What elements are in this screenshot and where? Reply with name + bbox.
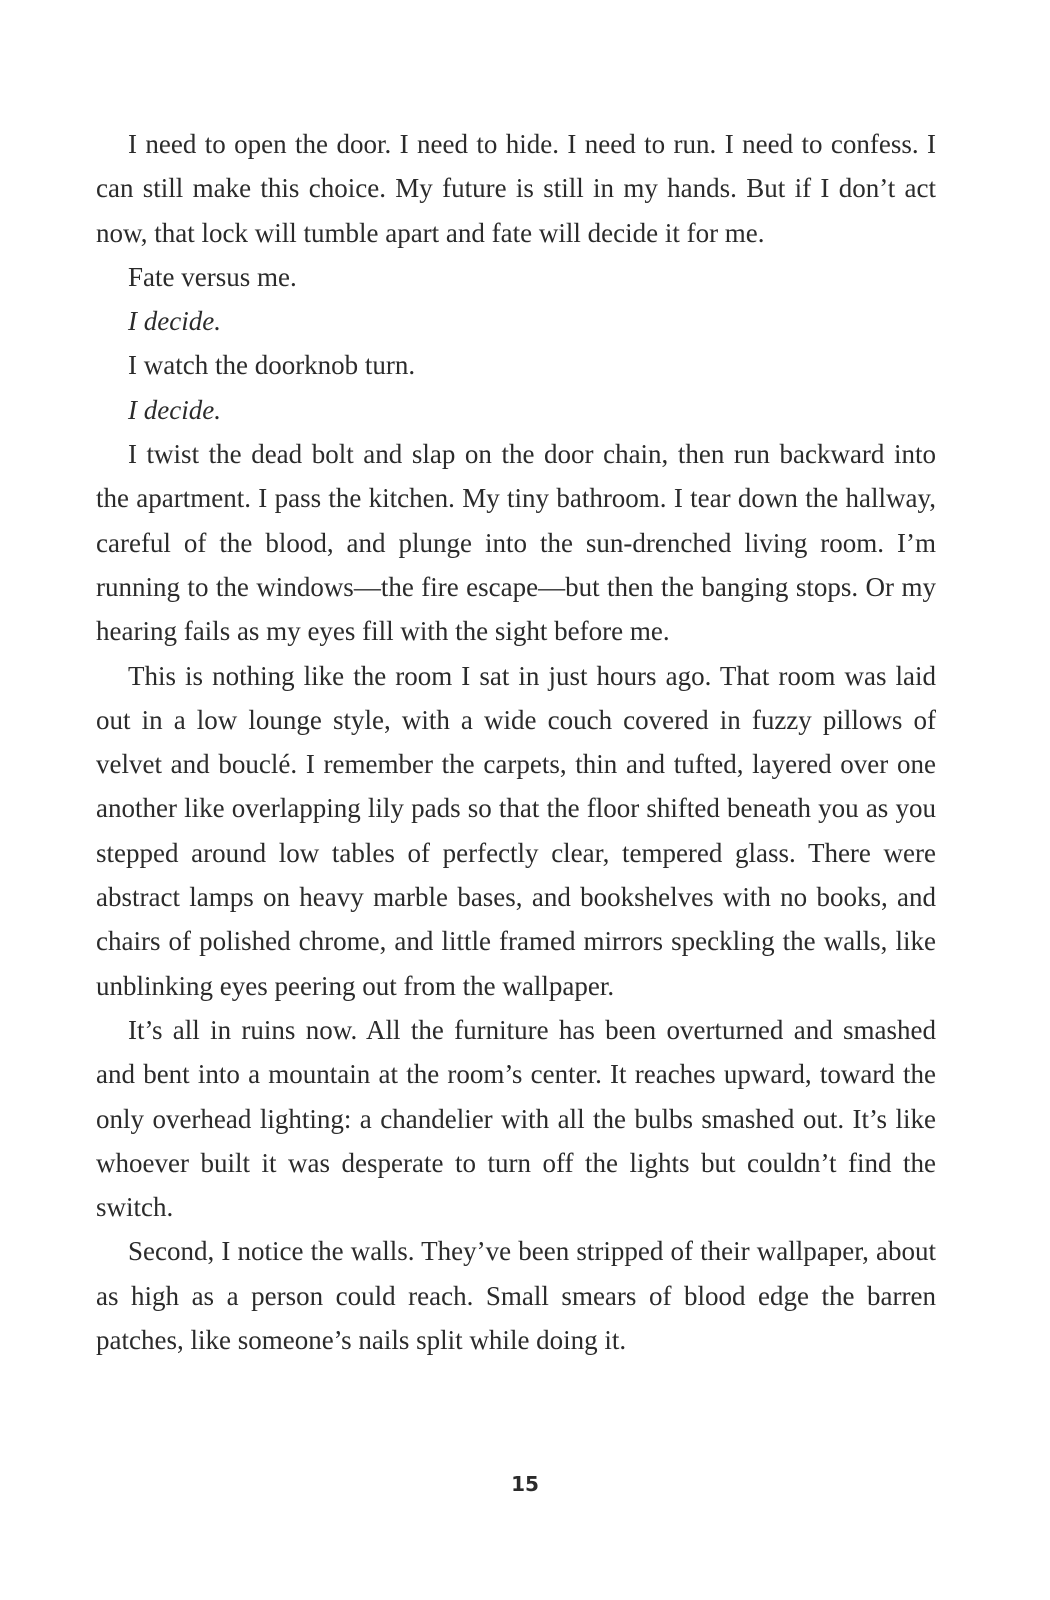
paragraph: Second, I notice the walls. They’ve been stripped of their wallpaper, about as high as a person could reach. Small smears of blood edge the barren patches, like someone’s nails split while doing it. — [96, 1236, 936, 1356]
paragraph: I watch the doorknob turn. — [128, 350, 416, 381]
page-number: 15 — [511, 1472, 539, 1496]
paragraph: I need to open the door. I need to hide. I need to run. I need to confess. I can still make this choice. My future is still in my hands. But if I don’t act now, that lock will tumble apart and fate will decide it for me. — [96, 129, 936, 248]
body-text — [96, 122, 936, 1362]
paragraph-italic: I decide. — [128, 394, 221, 425]
paragraph: Fate versus me. — [128, 261, 297, 292]
paragraph: This is nothing like the room I sat in just hours ago. That room was laid out in a low lounge style, with a wide couch covered in fuzzy pillows of velvet and bouclé. I remember the carpets, thin and tufted, layered over one another like overlapping lily pads so that the floor shifted beneath you as you stepped around low tables of perfectly clear, tempered glass. There were abstract lamps on heavy marble bases, and bookshelves with no books, and chairs of polished chrome, and little framed mirrors speckling the walls, like unblinking eyes peering out from the wallpaper. — [96, 660, 936, 1001]
paragraph: It’s all in ruins now. All the furniture has been overturned and smashed and bent into a mountain at the room’s center. It reaches upward, toward the only overhead lighting: a chandelier with all the bulbs smashed out. It’s like whoever built it was desperate to turn off the lights but couldn’t find the switch. — [96, 1014, 936, 1223]
paragraph: I twist the dead bolt and slap on the door chain, then run backward into the apartment. I pass the kitchen. My tiny bathroom. I tear down the hallway, careful of the blood, and plunge into the sun-drenched living room. I’m running to the windows—the fire escape—but then the banging stops. Or my hearing fails as my eyes fill with the sight before me. — [96, 439, 936, 647]
paragraph-italic: I decide. — [128, 306, 221, 337]
